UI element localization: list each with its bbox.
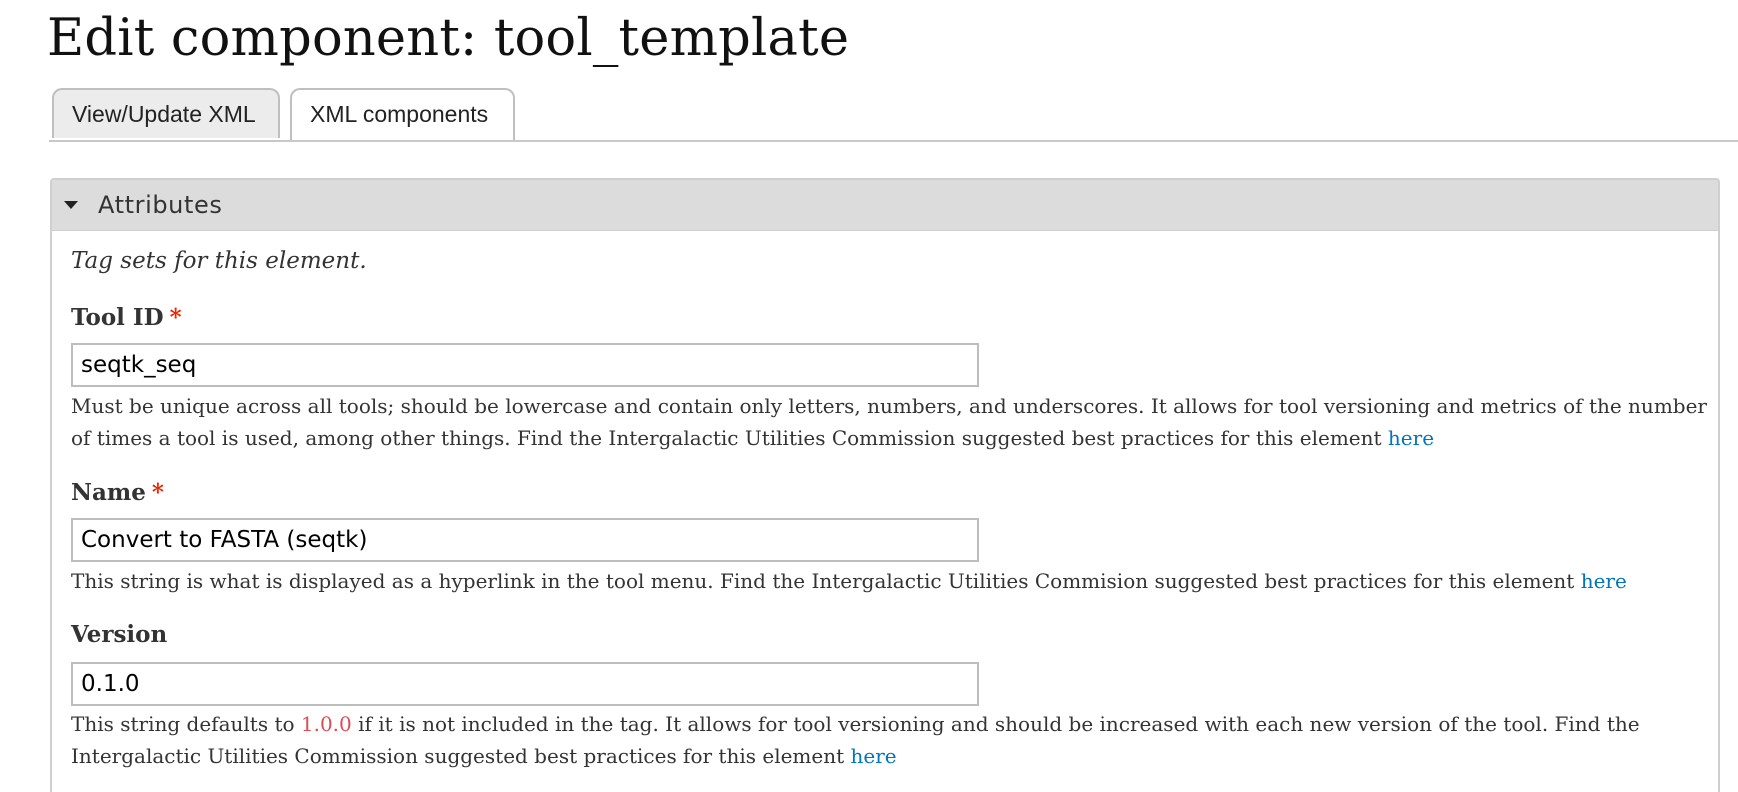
tool-id-label <box>71 304 182 331</box>
tool-id-help <box>71 390 1711 454</box>
required-marker: * <box>169 304 182 331</box>
attributes-legend-toggle[interactable] <box>52 180 1718 231</box>
tab-xml-components[interactable]: XML components <box>290 88 515 140</box>
collapse-arrow-icon <box>64 201 78 209</box>
version-label: Version <box>71 621 168 648</box>
tab-view-update-xml[interactable]: View/Update XML <box>52 88 280 138</box>
version-help-before: This string defaults to <box>71 712 295 736</box>
default-version-code: 1.0.0 <box>300 712 352 736</box>
tool-id-label-text: Tool ID <box>71 304 164 331</box>
version-help-after: if it is not included in the tag. It allows for tool versioning and should be increased with each new version of the tool. Find the Intergalactic Utilities Commission suggested best practices for this element <box>71 712 1640 768</box>
tool-id-input[interactable] <box>71 343 979 387</box>
version-input[interactable] <box>71 662 979 706</box>
name-help-text: This string is what is displayed as a hyperlink in the tool menu. Find the Intergalactic Utilities Commision suggested best practices for this element <box>71 569 1575 593</box>
name-label <box>71 479 164 506</box>
fieldset-description: Tag sets for this element. <box>71 248 367 274</box>
page-title: Edit component: tool_template <box>47 9 850 68</box>
name-input[interactable] <box>71 518 979 562</box>
name-help <box>71 565 1711 597</box>
attributes-legend-label: Attributes <box>98 191 223 219</box>
name-label-text: Name <box>71 479 146 506</box>
tool-id-help-text: Must be unique across all tools; should be lowercase and contain only letters, numbers, and underscores. It allows for tool versioning and metrics of the number of times a tool is used, among other things. Find the Intergalactic Utilities Commission suggested best practices for this element <box>71 394 1707 450</box>
version-help <box>71 708 1711 772</box>
tool-id-best-practices-link[interactable]: here <box>1387 426 1435 450</box>
attributes-fieldset <box>50 178 1720 792</box>
required-marker: * <box>151 479 164 506</box>
version-best-practices-link[interactable]: here <box>850 744 897 768</box>
name-best-practices-link[interactable]: here <box>1580 569 1627 593</box>
tab-bar <box>49 88 1738 142</box>
